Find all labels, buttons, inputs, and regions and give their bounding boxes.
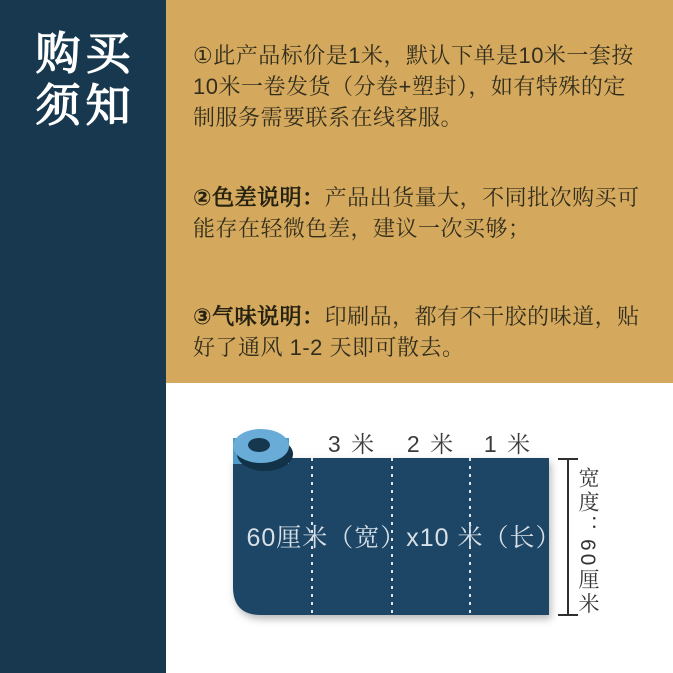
notice-item-odor-text: 印刷品，都有不干胶的味道，贴好了通风 1-2 天即可散去。 — [193, 304, 640, 360]
notice-item-color-difference-text: 产品出货量大，不同批次购买可能存在轻微色差，建议一次买够； — [193, 185, 640, 241]
page-title-line-1: 购买 — [35, 28, 136, 79]
page-title-line-2: 须知 — [35, 80, 136, 131]
segment-label-1m: 1 米 — [483, 431, 533, 457]
notice-panel — [166, 0, 673, 383]
roll-core-hole — [248, 438, 270, 452]
notice-item-pricing-text: ①此产品标价是1米，默认下单是10米一套按10米一卷发货（分卷+塑封），如有特殊的定制服务需要联系在线客服。 — [193, 43, 634, 130]
roll-size-diagram — [166, 383, 673, 673]
notice-item-odor — [193, 301, 643, 363]
sidebar — [0, 0, 166, 673]
notice-item-odor-label: ③气味说明： — [193, 304, 325, 329]
notice-item-color-difference — [193, 182, 643, 244]
notice-item-color-difference-label: ②色差说明： — [193, 185, 325, 210]
width-dimension-label: 宽度：60厘米 — [576, 467, 599, 617]
sheet-size-label: 60厘米（宽）x10 米（长） — [246, 524, 562, 552]
segment-label-3m: 3 米 — [327, 431, 377, 457]
notice-item-pricing — [193, 40, 643, 133]
segment-label-2m: 2 米 — [406, 431, 456, 457]
page-title — [0, 0, 166, 132]
